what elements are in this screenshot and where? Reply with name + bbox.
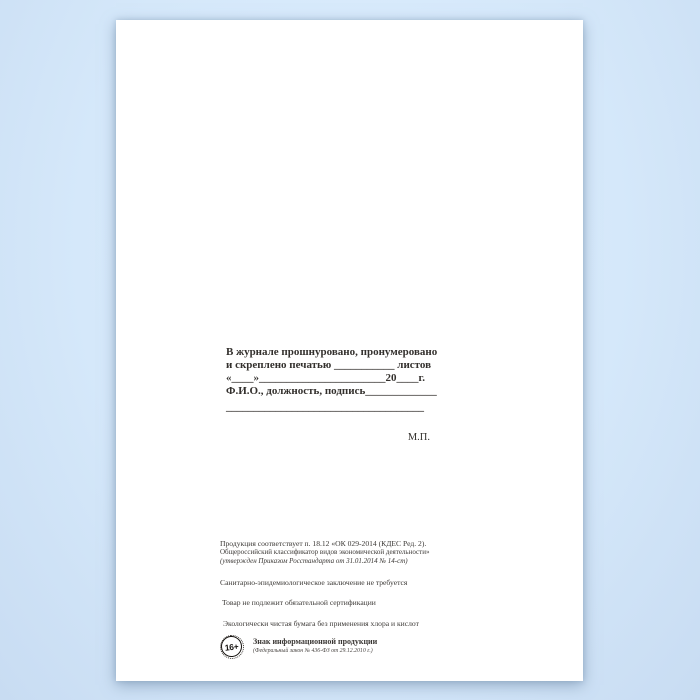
signature-line: ____________________________________ [226,401,424,413]
seal-line-1: В журнале прошнуровано, пронумеровано [226,346,438,358]
product-compliance-line-1: Продукция соответствует п. 18.12 «ОК 029-2014 (КДЕС Ред. 2). [220,539,427,548]
seal-line-3: «____»_______________________20____г. [226,372,426,384]
age-rating-16-icon: 16+ [220,634,243,657]
seal-block [226,346,444,444]
seal-line-4: Ф.И.О., должность, подпись_____________ [226,385,437,397]
age-mark-title: Знак информационной продукции [253,637,378,646]
age-mark-law: (Федеральный закон № 436-ФЗ от 29.12.2010 г.) [253,648,373,654]
age-mark-text [253,637,377,655]
age-rating-row [221,636,520,657]
compliance-footer [220,539,520,657]
sanitary-note: Санитарно-эпидемиологическое заключение не требуется [220,577,408,587]
seal-line-2: и скреплено печатью ___________ листов [226,359,432,371]
product-compliance-law: (утвержден Приказом Росстандарта от 31.01.2014 № 14-ст) [220,557,408,565]
stamp-place-abbr: М.П. [407,432,430,443]
product-compliance-line-2: Общероссийский классификатор видов экономической деятельности» [220,548,430,556]
certification-note: Товар не подлежит обязательной сертификации [222,598,376,607]
document-page [116,20,583,681]
eco-paper-note: Экологически чистая бумага без применения хлора и кислот [223,618,419,628]
